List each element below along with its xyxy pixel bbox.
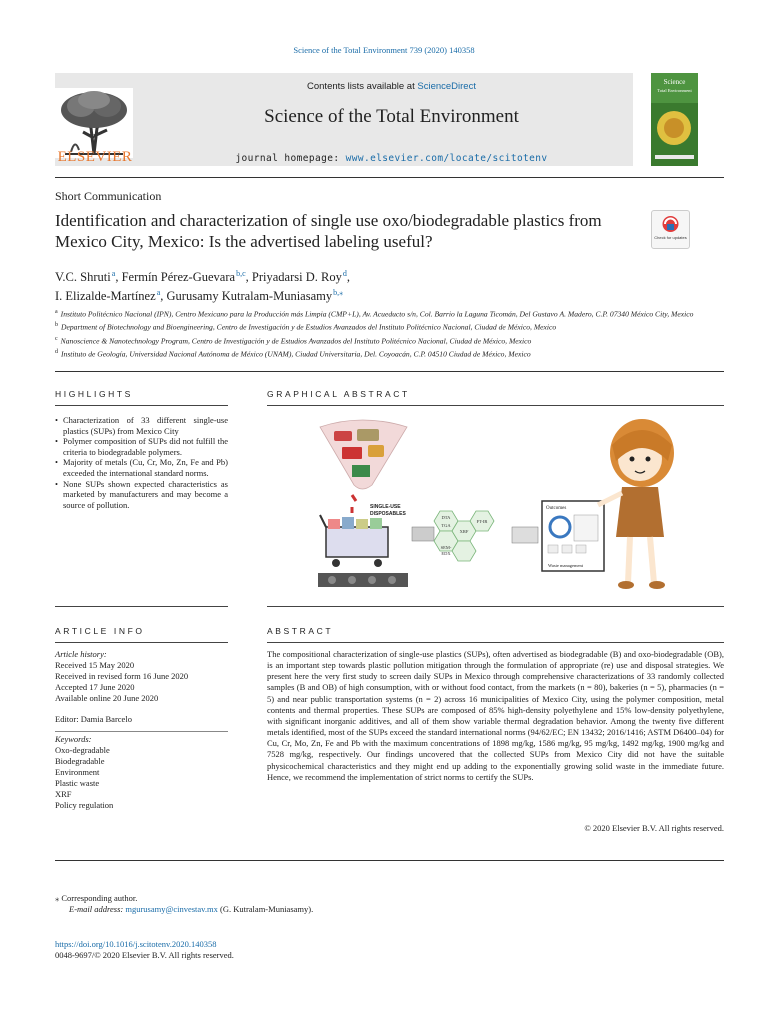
keyword: Oxo-degradable — [55, 745, 110, 755]
highlights-rule — [55, 405, 228, 406]
homepage-link[interactable]: www.elsevier.com/locate/scitotenv — [345, 153, 548, 164]
author-name[interactable]: Priyadarsi D. Roy — [251, 270, 342, 285]
journal-citation[interactable]: Science of the Total Environment 739 (2020) 140358 — [293, 45, 475, 55]
article-info-rule — [55, 642, 228, 643]
history-entry: Received in revised form 16 June 2020 — [55, 671, 189, 681]
author-name[interactable]: Fermín Pérez-Guevara — [121, 270, 236, 285]
author-name[interactable]: V.C. Shruti — [55, 270, 111, 285]
graphical-abstract-heading: GRAPHICAL ABSTRACT — [267, 389, 410, 399]
highlight-item: • Polymer composition of SUPs did not fulfill the criteria to biodegradable polymers. — [55, 436, 228, 457]
highlights-bottom-rule — [55, 606, 228, 607]
article-info-body — [55, 649, 230, 811]
highlights-list — [55, 415, 228, 510]
keyword: Environment — [55, 767, 100, 777]
doi-block — [55, 939, 234, 961]
keyword: Policy regulation — [55, 800, 114, 810]
keyword: Plastic waste — [55, 778, 100, 788]
affiliation-text: Instituto Politécnico Nacional (IPN), Centro Mexicano para la Producción más Limpia (CMP+L), Av. Acueducto s/n, Col. Barrio la Laguna Ticomán, Del Gustavo A. Madero, C.P. 07340 México City, Mexico — [60, 309, 694, 319]
outcomes-board — [542, 501, 604, 571]
author-name[interactable]: Gurusamy Kutralam-Muniasamy — [166, 289, 333, 304]
graphical-abstract-bottom-rule — [267, 606, 724, 607]
keyword: Biodegradable — [55, 756, 105, 766]
single-use-label-line1: SINGLE-USE — [370, 504, 401, 510]
author-affiliation-mark[interactable]: b,⁎ — [333, 288, 344, 298]
abstract-text: The compositional characterization of single-use plastics (SUPs), often advertised as biodegradable (B) and oxo-biodegradable (OB), is an important step towards plastic pollution mitigation through the formulation of appropriate (re) use and disposal strategies. We present here the very first study to screen daily SUPs in Mexico through comprehensive characterizations of 33 randomly collected samples (B and OB) of high consumption, with or without food contact, from the markets (n = 80), bakeries (n = 5), pharmacies (n = 5) and near public transportation systems (n = 2) across 16 municipalities of Mexico City, using the polymer composition, metal contents and thermal properties. These SUPs are composed of 85% high-density polyethylene and 15% low-density polyethylene, with significant inorganic additives, and all of them show variable thermal degradation behavior. Among the twenty five different metals identified, most of the SUPs exceed the standard international norms (94/62/EC; EN 13432; 2016/1416; ASTM D6400–04) for Cu, Cr, Mo, Zn, Fe and Pb with the maximum concentrations of 1898 mg/kg, 1586 mg/kg, 95 mg/kg, 1492 mg/kg, 1900 mg/kg and 7528 mg/kg, respectively. Our findings uncovered that the collected SUPs from Mexico City did not have the suitable physicochemical characteristics and they might end up adding to the exponentially growing solid waste in the immediate future. Hence, we recommend the implementation of strict norms to certify the SUPs. — [267, 649, 724, 782]
corresponding-footnote — [55, 893, 655, 915]
keywords-rule — [55, 731, 228, 732]
email-suffix: (G. Kutralam-Muniasamy). — [219, 904, 314, 914]
cover-title-line1: Science — [663, 78, 686, 86]
hex-label-edx: EDX — [441, 551, 451, 556]
history-entry: Accepted 17 June 2020 — [55, 682, 135, 692]
affiliation-mark: c — [55, 335, 58, 342]
sciencedirect-link[interactable]: ScienceDirect — [417, 81, 476, 92]
graphical-abstract-figure[interactable] — [312, 415, 682, 591]
hex-label-dta: DTA — [441, 515, 451, 520]
footer-divider — [55, 860, 724, 861]
graphical-abstract-rule — [267, 405, 724, 406]
history-entry: Received 15 May 2020 — [55, 660, 135, 670]
journal-title: Science of the Total Environment — [264, 106, 519, 127]
hex-label-ftir: FT-IR — [476, 519, 488, 524]
author-affiliation-mark[interactable]: a — [111, 269, 116, 278]
affiliation-mark: b — [55, 322, 58, 329]
single-use-label-line2: DISPOSABLES — [370, 511, 406, 517]
article-info-heading: ARTICLE INFO — [55, 626, 145, 636]
history-entry: Available online 20 June 2020 — [55, 693, 159, 703]
keyword: XRF — [55, 789, 72, 799]
affiliation — [55, 347, 725, 360]
instrument-icon — [512, 527, 538, 543]
author-affiliation-mark[interactable]: a — [156, 288, 161, 298]
author-name[interactable]: I. Elizalde-Martínez — [55, 289, 156, 304]
hex-label-sem: SEM- — [440, 545, 452, 550]
affiliation-mark: a — [55, 309, 58, 315]
affiliation — [55, 334, 725, 347]
hex-label-xrf: XRF — [459, 529, 469, 534]
publisher-name: ELSEVIER — [57, 149, 133, 165]
instrument-icon — [412, 527, 434, 541]
waste-management-label: Waste management — [548, 563, 583, 568]
author-affiliation-mark[interactable]: b,c — [236, 269, 246, 278]
highlight-item: • None SUPs shown expected characteristics as marketed by manufacturers and may become a source of pollution. — [55, 479, 228, 511]
journal-homepage-line — [150, 153, 633, 164]
abstract-copyright: © 2020 Elsevier B.V. All rights reserved. — [584, 823, 724, 833]
highlight-item: • Majority of metals (Cu, Cr, Mo, Zn, Fe and Pb) exceeded the international standard norms. — [55, 457, 228, 478]
contents-line — [150, 81, 633, 92]
check-for-updates-badge[interactable] — [651, 210, 690, 249]
check-updates-label: Check for updates — [654, 235, 687, 240]
presenter-character — [598, 419, 674, 589]
email-label: E-mail address: — [69, 904, 124, 914]
homepage-prefix: journal homepage: — [235, 153, 346, 164]
header-divider — [55, 177, 724, 178]
author-list: V.C. Shruti $^a$, Fermín Pérez-Guevara $^{b,c}$, Priyadarsi D. Roy $^d$, I. Elizalde-Martínez $^a$, Gurusamy Kutralam-Muniasamy $^{b,⁎}$ — [55, 269, 351, 304]
affiliation-mark: d — [55, 348, 58, 355]
email-link[interactable]: mgurusamy@cinvestav.mx — [125, 904, 218, 914]
affiliation-text: Instituto de Geología, Universidad Nacional Autónoma de México (UNAM), Ciudad Universitaria, Del. Coyoacán, C.P. 04510 Ciudad de México, Mexico — [61, 349, 531, 359]
market-funnel-illustration — [320, 420, 407, 489]
affiliation — [55, 307, 725, 320]
cover-title-line2: Total Environment — [657, 88, 692, 93]
corresponding-mark: ⁎ — [55, 893, 60, 903]
abstract-rule — [267, 642, 724, 643]
author-affiliation-mark[interactable]: d — [342, 269, 347, 278]
article-type: Short Communication — [55, 189, 162, 203]
highlight-item: • Characterization of 33 different single-use plastics (SUPs) from Mexico City — [55, 415, 228, 436]
hex-label-tga: TGA — [441, 523, 451, 528]
outcomes-label: Outcomes — [546, 506, 567, 511]
abstract-heading: ABSTRACT — [267, 626, 334, 636]
title-divider — [55, 371, 724, 372]
history-label: Article history: — [55, 649, 107, 659]
affiliation-text: Nanoscience & Nanotechnology Program, Centro de Investigación y de Estudios Avanzados del Instituto Politécnico Nacional, Ciudad de México, Mexico — [60, 336, 532, 346]
affiliation-list — [55, 307, 725, 360]
keywords-label: Keywords: — [55, 734, 92, 744]
affiliation-text: Department of Biotechnology and Bioengineering, Centro de Investigación y de Estudios Avanzados del Instituto Politécnico Nacional, Ciudad de México, Mexico — [61, 322, 557, 332]
article-title: Identification and characterization of single use oxo/biodegradable plastics from Mexico City, Mexico: Is the advertised labeling useful? — [55, 211, 602, 251]
affiliation — [55, 320, 725, 333]
corresponding-label: Corresponding author. — [61, 893, 138, 903]
editor-line: Editor: Damia Barcelo — [55, 714, 132, 724]
highlights-heading: HIGHLIGHTS — [55, 389, 133, 399]
doi-link[interactable]: https://doi.org/10.1016/j.scitotenv.2020.140358 — [55, 939, 217, 949]
contents-prefix: Contents lists available at — [307, 81, 418, 92]
issn-line: 0048-9697/© 2020 Elsevier B.V. All rights reserved. — [55, 950, 234, 960]
journal-cover-image[interactable] — [651, 73, 698, 166]
